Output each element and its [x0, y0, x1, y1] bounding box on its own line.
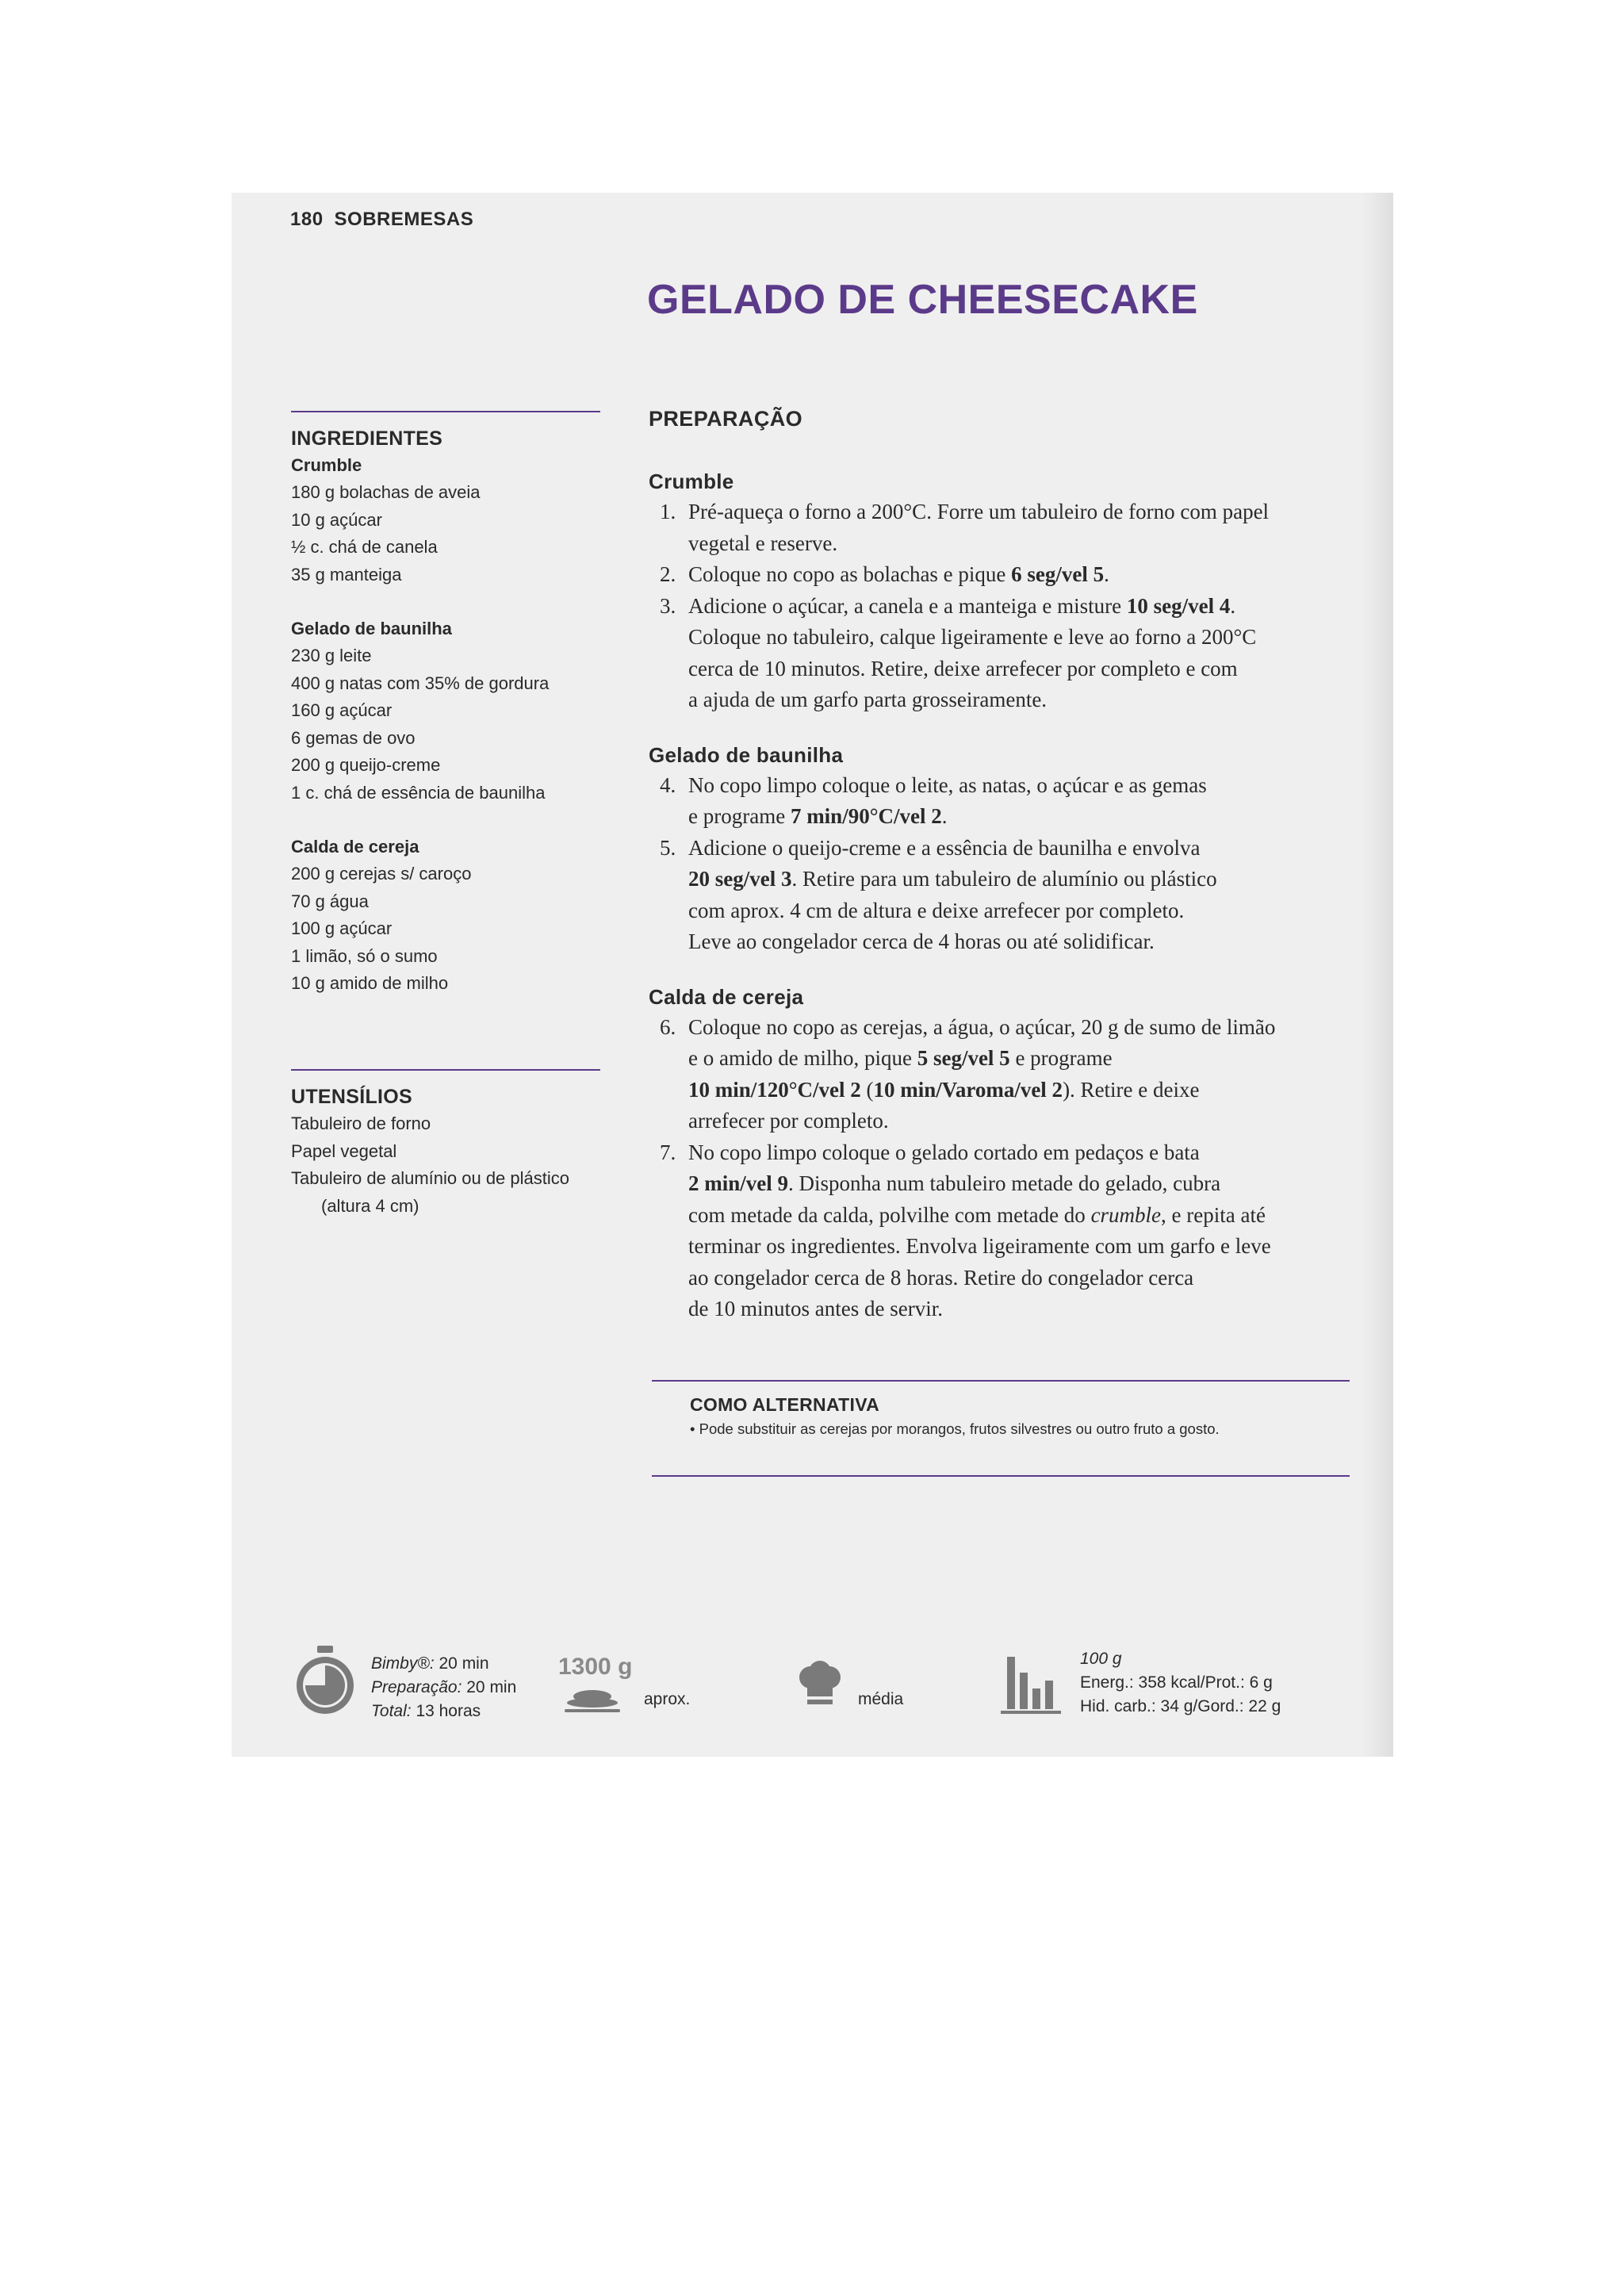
step-number: 4. [660, 772, 676, 797]
ingredients-rule [291, 411, 600, 412]
step-setting: 7 min/90°C/vel 2 [790, 804, 942, 828]
step-line [688, 1106, 1346, 1137]
chef-hat-icon [796, 1660, 844, 1715]
yield-quantity: 1300 g [558, 1654, 633, 1680]
step-group-title: Calda de cereja [649, 984, 804, 1009]
step-line [688, 864, 1346, 895]
step-text: cerca de 10 minutos. Retire, deixe arrefecer por completo e com [688, 656, 1238, 680]
utensil-item: Papel vegetal [291, 1140, 397, 1161]
dish-icon [563, 1688, 622, 1714]
total-time-label: Total: [371, 1702, 412, 1720]
step-line [688, 1137, 1346, 1169]
alternative-top-rule [652, 1380, 1350, 1382]
step-setting: 2 min/vel 9 [688, 1171, 788, 1195]
step-text: vegetal e reserve. [688, 531, 838, 555]
step-number: 3. [660, 593, 676, 618]
step-line [688, 1012, 1346, 1044]
step-line [688, 1231, 1346, 1263]
step-line [688, 1200, 1346, 1232]
preparation-heading: PREPARAÇÃO [649, 407, 803, 431]
ingredient-item: ½ c. chá de canela [291, 537, 438, 557]
utensils-heading: UTENSÍLIOS [291, 1086, 413, 1108]
utensil-item: Tabuleiro de forno [291, 1114, 431, 1133]
step-text: . [1104, 562, 1109, 586]
step-group-title: Gelado de baunilha [649, 742, 844, 767]
alternative-box [652, 1380, 1350, 1477]
step-number: 5. [660, 835, 676, 860]
step-text: com aprox. 4 cm de altura e deixe arrefecer por completo. [688, 898, 1185, 922]
ingredient-item: 160 g açúcar [291, 700, 393, 720]
step-line [688, 926, 1346, 958]
nutrition-portion: 100 g [1080, 1650, 1122, 1668]
step-line [688, 1075, 1346, 1106]
ingredients-heading: INGREDIENTES [291, 427, 443, 450]
prep-time-label: Preparação: [371, 1678, 462, 1696]
step-text: terminar os ingredientes. Envolva ligeiramente com um garfo e leve [688, 1234, 1271, 1258]
step-line [688, 654, 1346, 685]
step-text: ao congelador cerca de 8 horas. Retire do congelador cerca [688, 1265, 1194, 1290]
step-text: crumble [1090, 1202, 1162, 1227]
step-text: Coloque no copo as bolachas e pique [688, 562, 1012, 586]
step-text: arrefecer por completo. [688, 1109, 889, 1133]
step-text: . [941, 804, 948, 828]
total-time-value: 13 horas [416, 1702, 481, 1720]
step-line [688, 1168, 1346, 1200]
step-line [688, 591, 1346, 623]
step-text: No copo limpo coloque o gelado cortado em pedaços e bata [688, 1140, 1200, 1164]
step-line [688, 1043, 1346, 1075]
bar-chart-icon [1001, 1654, 1061, 1717]
step-item [649, 1137, 1346, 1325]
step-item [649, 591, 1346, 716]
step-text: Pré-aqueça o forno a 200°C. Forre um tabuleiro de forno com papel [688, 500, 1270, 523]
ingredient-item: 35 g manteiga [291, 564, 402, 585]
utensil-item: Tabuleiro de alumínio ou de plástico [291, 1168, 570, 1188]
step-number: 6. [660, 1014, 676, 1039]
step-text: . [1230, 593, 1236, 618]
ingredient-item: 200 g queijo-creme [291, 755, 441, 775]
step-line [688, 833, 1346, 864]
ingredient-group-title: Crumble [291, 455, 362, 475]
step-text: Coloque no copo as cerejas, a água, o açúcar, 20 g de sumo de limão [688, 1014, 1276, 1039]
ingredient-item: 100 g açúcar [291, 918, 393, 938]
section-name: SOBREMESAS [334, 209, 474, 230]
ingredient-item: 10 g açúcar [291, 509, 382, 530]
step-text: . Disponha num tabuleiro metade do gelado, cubra [788, 1171, 1221, 1195]
step-text: de 10 minutos antes de servir. [688, 1297, 943, 1320]
ingredient-item: 1 c. chá de essência de baunilha [291, 782, 546, 803]
alternative-heading: COMO ALTERNATIVA [690, 1394, 880, 1415]
step-list [649, 496, 1346, 716]
step-line [688, 622, 1346, 654]
alternative-bottom-rule [652, 1475, 1350, 1477]
ingredient-item: 200 g cerejas s/ caroço [291, 864, 472, 884]
step-text: a ajuda de um garfo parta grosseiramente. [688, 688, 1048, 711]
yield-note: aprox. [644, 1690, 691, 1708]
step-line [688, 496, 1346, 528]
step-line [688, 801, 1346, 833]
page-number: 180 [290, 209, 324, 230]
recipe-page [232, 193, 1393, 1757]
utensil-item: (altura 4 cm) [321, 1195, 419, 1216]
step-text: ). Retire e deixe [1063, 1077, 1200, 1102]
ingredient-item: 1 limão, só o sumo [291, 945, 438, 966]
step-list [649, 1012, 1346, 1325]
step-number: 1. [660, 500, 676, 523]
recipe-title: GELADO DE CHEESECAKE [647, 277, 1198, 323]
step-line [688, 559, 1346, 591]
prep-time-value: 20 min [466, 1678, 517, 1696]
ingredient-item: 70 g água [291, 891, 369, 911]
step-setting: 6 seg/vel 5 [1011, 562, 1105, 586]
step-line [688, 770, 1346, 802]
utensils-block [291, 1069, 600, 1220]
nutrition-line-1: Energ.: 358 kcal/Prot.: 6 g [1080, 1673, 1273, 1692]
step-text: e programe [688, 804, 791, 828]
nutrition-info [1080, 1647, 1281, 1719]
step-number: 7. [660, 1140, 676, 1164]
step-line [688, 528, 1346, 560]
step-item [649, 833, 1346, 958]
preparation-column [649, 403, 1346, 1325]
step-item [649, 559, 1346, 591]
difficulty-level: média [858, 1690, 904, 1708]
step-item [649, 770, 1346, 833]
step-text: e programe [1009, 1046, 1113, 1070]
step-text: , e repita até [1161, 1202, 1266, 1227]
step-line [688, 684, 1346, 716]
ingredient-item: 10 g amido de milho [291, 973, 449, 993]
nutrition-line-2: Hid. carb.: 34 g/Gord.: 22 g [1080, 1697, 1281, 1715]
step-line [688, 1263, 1346, 1294]
step-text: Leve ao congelador cerca de 4 horas ou até solidificar. [688, 930, 1155, 953]
ingredient-item: 6 gemas de ovo [291, 727, 416, 748]
ingredients-column [291, 411, 608, 1216]
alternative-text: • Pode substituir as cerejas por morangos, frutos silvestres ou outro fruto a gosto. [690, 1420, 1220, 1437]
recipe-info-bar [232, 1644, 1393, 1739]
utensil-list [291, 1110, 600, 1220]
step-setting: 20 seg/vel 3 [688, 867, 792, 891]
step-number: 2. [660, 562, 676, 586]
step-text: No copo limpo coloque o leite, as natas, o açúcar e as gemas [688, 772, 1207, 797]
page-edge-shadow [1362, 193, 1393, 1757]
step-text: ( [860, 1077, 874, 1102]
step-text: e o amido de milho, pique [688, 1046, 917, 1070]
ingredient-item: 230 g leite [291, 646, 372, 665]
timer-icon [293, 1644, 357, 1717]
step-text: Adicione o queijo-creme e a essência de baunilha e envolva [688, 835, 1201, 860]
step-setting: 10 seg/vel 4 [1126, 593, 1231, 618]
step-line [688, 1294, 1346, 1325]
step-text: Coloque no tabuleiro, calque ligeiramente e leve ao forno a 200°C [688, 625, 1257, 649]
step-item [649, 496, 1346, 559]
group-spacer [291, 807, 608, 834]
ingredient-item: 400 g natas com 35% de gordura [291, 673, 550, 693]
step-item [649, 1012, 1346, 1137]
bimby-time-value: 20 min [439, 1654, 489, 1673]
step-text: com metade da calda, polvilhe com metade do [688, 1202, 1091, 1227]
ingredient-groups [291, 452, 608, 998]
step-line [688, 895, 1346, 927]
ingredient-item: 180 g bolachas de aveia [291, 482, 481, 502]
step-list [649, 770, 1346, 958]
step-text: . Retire para um tabuleiro de alumínio ou plástico [791, 867, 1217, 891]
running-head [290, 209, 473, 231]
ingredient-group-title: Gelado de baunilha [291, 619, 452, 638]
utensils-rule [291, 1069, 600, 1071]
ingredient-group-title: Calda de cereja [291, 837, 419, 857]
step-text: Adicione o açúcar, a canela e a manteiga e misture [688, 593, 1127, 618]
step-setting: 10 min/Varoma/vel 2 [873, 1077, 1063, 1102]
time-summary [371, 1652, 516, 1723]
bimby-time-label: Bimby®: [371, 1654, 435, 1673]
group-spacer [291, 588, 608, 615]
preparation-groups [649, 466, 1346, 1325]
step-setting: 10 min/120°C/vel 2 [688, 1077, 861, 1102]
step-setting: 5 seg/vel 5 [917, 1046, 1010, 1070]
step-group-title: Crumble [649, 470, 734, 493]
